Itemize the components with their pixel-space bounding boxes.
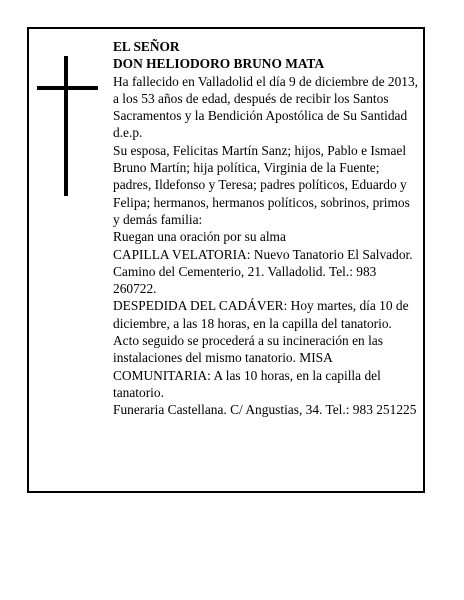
funeral-info: DESPEDIDA DEL CADÁVER: Hoy martes, día 10 de diciembre, a las 18 horas, en la capilla del tanatorio. Acto seguido se procederá a su incineración en las instalaciones del mismo tanatorio. MISA COMUNITARIA: A las 10 horas, en la capilla del tanatorio. — [113, 298, 409, 400]
chapel-info: CAPILLA VELATORIA: Nuevo Tanatorio El Salvador. Camino del Cementerio, 21. Valladolid. Tel.: 983 260722. — [113, 246, 413, 297]
deceased-name: DON HELIODORO BRUNO MATA — [113, 56, 325, 72]
cross-icon-bar — [37, 86, 98, 90]
family-list: Su esposa, Felicitas Martín Sanz; hijos, Pablo e Ismael Bruno Martín; hija política, Virginia de la Fuente; padres, Ildefonso y Teresa; padres políticos, Eduardo y Felipa; hermanos, hermanos políticos, sobrinos, primos y demás familia: — [113, 142, 410, 227]
funeral-home-info: Funeraria Castellana. C/ Angustias, 34. Tel.: 983 251225 — [113, 402, 417, 418]
death-details: Ha fallecido en Valladolid el día 9 de diciembre de 2013, a los 53 años de edad, después de recibir los Santos Sacramentos y la Bendición Apostólica de Su Santidad — [113, 73, 419, 124]
rip-text: d.e.p. — [113, 125, 143, 141]
prayer-request: Ruegan una oración por su alma — [113, 229, 286, 245]
obituary-text — [113, 38, 419, 419]
notice-title: EL SEÑOR — [113, 39, 180, 54]
cross-icon — [64, 56, 68, 196]
